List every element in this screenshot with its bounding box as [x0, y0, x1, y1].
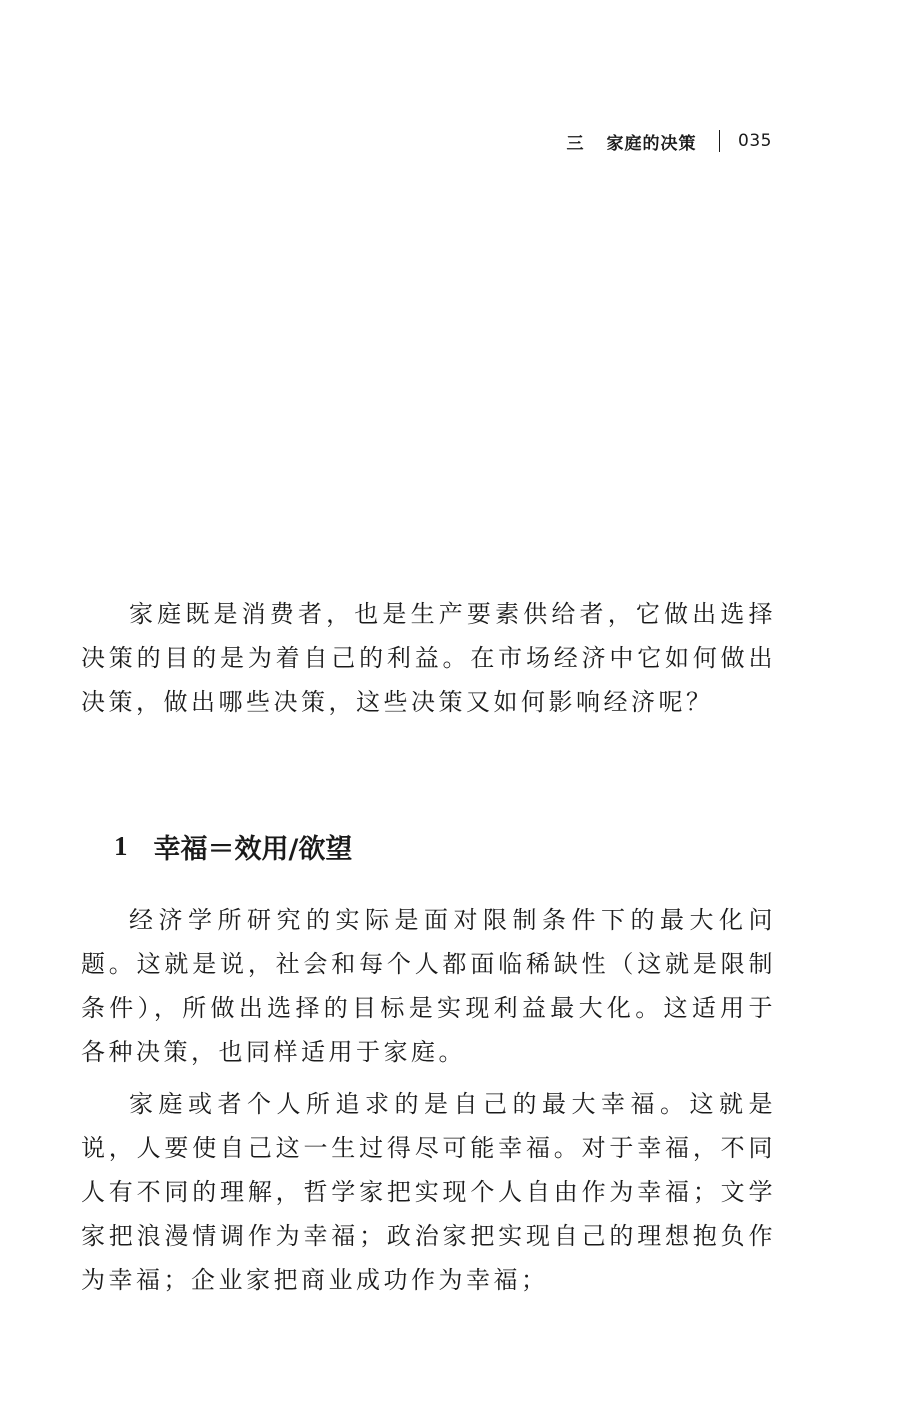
running-header	[567, 126, 772, 156]
body-paragraph-1: 经济学所研究的实际是面对限制条件下的最大化问题。这就是说，社会和每个人都面临稀缺性（这就是限制条件），所做出选择的目标是实现利益最大化。这适用于各种决策，也同样适用于家庭。	[81, 906, 776, 1066]
chapter-title: 家庭的决策	[606, 133, 697, 154]
section-heading	[114, 826, 352, 866]
intro-block	[81, 592, 776, 724]
section-number: 1	[114, 830, 128, 861]
section-title: 幸福＝效用/欲望	[153, 833, 353, 865]
body-paragraph-2: 家庭或者个人所追求的是自己的最大幸福。这就是说，人要使自己这一生过得尽可能幸福。对于幸福，不同人有不同的理解，哲学家把实现个人自由作为幸福；文学家把浪漫情调作为幸福；政治家把实现自己的理想抱负作为幸福；企业家把商业成功作为幸福；	[81, 1090, 776, 1294]
intro-paragraph: 家庭既是消费者，也是生产要素供给者，它做出选择决策的目的是为着自己的利益。在市场经济中它如何做出决策，做出哪些决策，这些决策又如何影响经济呢？	[81, 600, 776, 716]
header-divider	[719, 130, 721, 152]
chapter-number: 三	[566, 133, 585, 154]
section-body	[81, 898, 776, 1302]
page-number: 035	[738, 131, 772, 151]
